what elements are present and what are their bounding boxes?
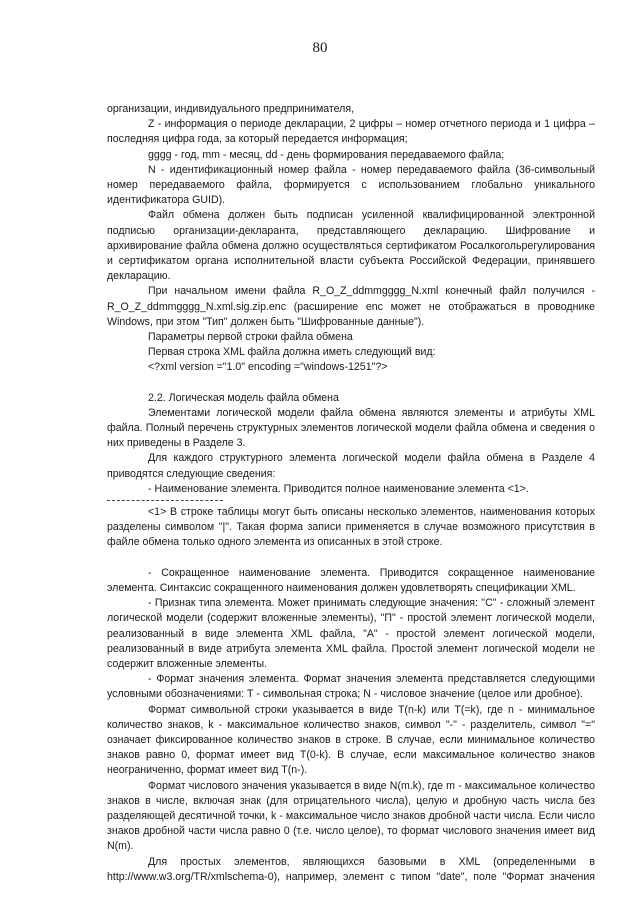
paragraph: Формат числового значения указывается в виде N(m.k), где m - максимальное количество знаков в числе, включая знак (для отрицательного числа), целую и дробную часть числа без разделяющей десятичной точки, k - максимальное число знаков дробной части числа. Если число знаков дробной части числа равно 0 (т.е. число целое), то формат числового значения имеет вид N(m).: [107, 779, 595, 853]
paragraph: Формат символьной строки указывается в виде Т(n-k) или Т(=k), где n - минимальное количество знаков, k - максимальное количество знаков, символ "-" - разделитель, символ "=" означает фиксированное количество знаков в строке. В случае, если минимальное количество знаков равно 0, формат имеет вид Т(0-k). В случае, если максимальное количество знаков неограниченно, формат имеет вид Т(n-).: [107, 703, 595, 777]
list-item: - Наименование элемента. Приводится полное наименование элемента <1>.: [148, 482, 529, 495]
page-body: [107, 102, 595, 885]
paragraph: Файл обмена должен быть подписан усиленной квалифицированной электронной подписью организации-декларанта, представляющего декларацию. Шифрование и архивирование файла обмена должно осуществляться сертификатом Росалкогольрегулирования и сертификатом органа исполнительной власти субъекта Российской Федерации, принявшего декларацию.: [107, 209, 595, 283]
paragraph: Для каждого структурного элемента логической модели файла обмена в Разделе 4 приводятся следующие сведения:: [107, 452, 595, 480]
list-item: - Формат значения элемента. Формат значения элемента представляется следующими условными обозначениями: Т - символьная строка; N - числовое значение (целое или дробное).: [107, 673, 595, 701]
paragraph: N - идентификационный номер файла - номер передаваемого файла (36-символьный номер передаваемого файла, формируется с использованием глобально уникального идентификатора GUID).: [107, 163, 595, 207]
paragraph: Параметры первой строки файла обмена: [148, 331, 353, 344]
xml-declaration: <?xml version ="1.0" encoding ="windows-1251"?>: [148, 361, 388, 374]
section-heading: 2.2. Логическая модель файла обмена: [148, 391, 339, 404]
paragraph: организации, индивидуального предпринимателя,: [107, 103, 355, 115]
paragraph: Для простых элементов, являющихся базовыми в XML (определенными в http://www.w3.org/TR/xmlschema-0), например, элемент с типом "date", поле "Формат значения: [107, 855, 595, 883]
paragraph: gggg - год, mm - месяц, dd - день формирования передаваемого файла;: [148, 148, 505, 161]
footnote-separator: [107, 500, 223, 501]
paragraph: Z - информация о периоде декларации, 2 цифры – номер отчетного периода и 1 цифра – последняя цифра года, за который передается информация;: [107, 118, 595, 146]
page-number: 80: [312, 40, 328, 56]
list-item: - Сокращенное наименование элемента. Приводится сокращенное наименование элемента. Синтаксис сокращенного наименования должен удовлетворять спецификации XML.: [107, 566, 595, 594]
footnote: <1> В строке таблицы могут быть описаны несколько элементов, наименования которых разделены символом "|". Такая форма записи применяется в случае возможного присутствия в файле обмена только одного элемента из описанных в этой строке.: [107, 506, 595, 549]
paragraph: Первая строка XML файла должна иметь следующий вид:: [148, 346, 436, 359]
paragraph: Элементами логической модели файла обмена являются элементы и атрибуты XML файла. Полный перечень структурных элементов логической модели файла обмена и сведения о них приведены в Разделе 3.: [107, 406, 595, 450]
paragraph: При начальном имени файла R_O_Z_ddmmgggg_N.xml конечный файл получился - R_O_Z_ddmmgggg_N.xml.sig.zip.enc (расширение enc может не отображаться в проводнике Windows, при этом "Тип" должен быть "Шифрованные данные").: [107, 285, 595, 328]
list-item: - Признак типа элемента. Может принимать следующие значения: "С" - сложный элемент логической модели (содержит вложенные элементы), "П" - простой элемент логической модели, реализованный в виде элемента XML файла, "А" - простой элемент логической модели, реализованный в виде атрибута элемента XML файла. Простой элемент логической модели не содержит вложенные элементы.: [107, 597, 595, 670]
